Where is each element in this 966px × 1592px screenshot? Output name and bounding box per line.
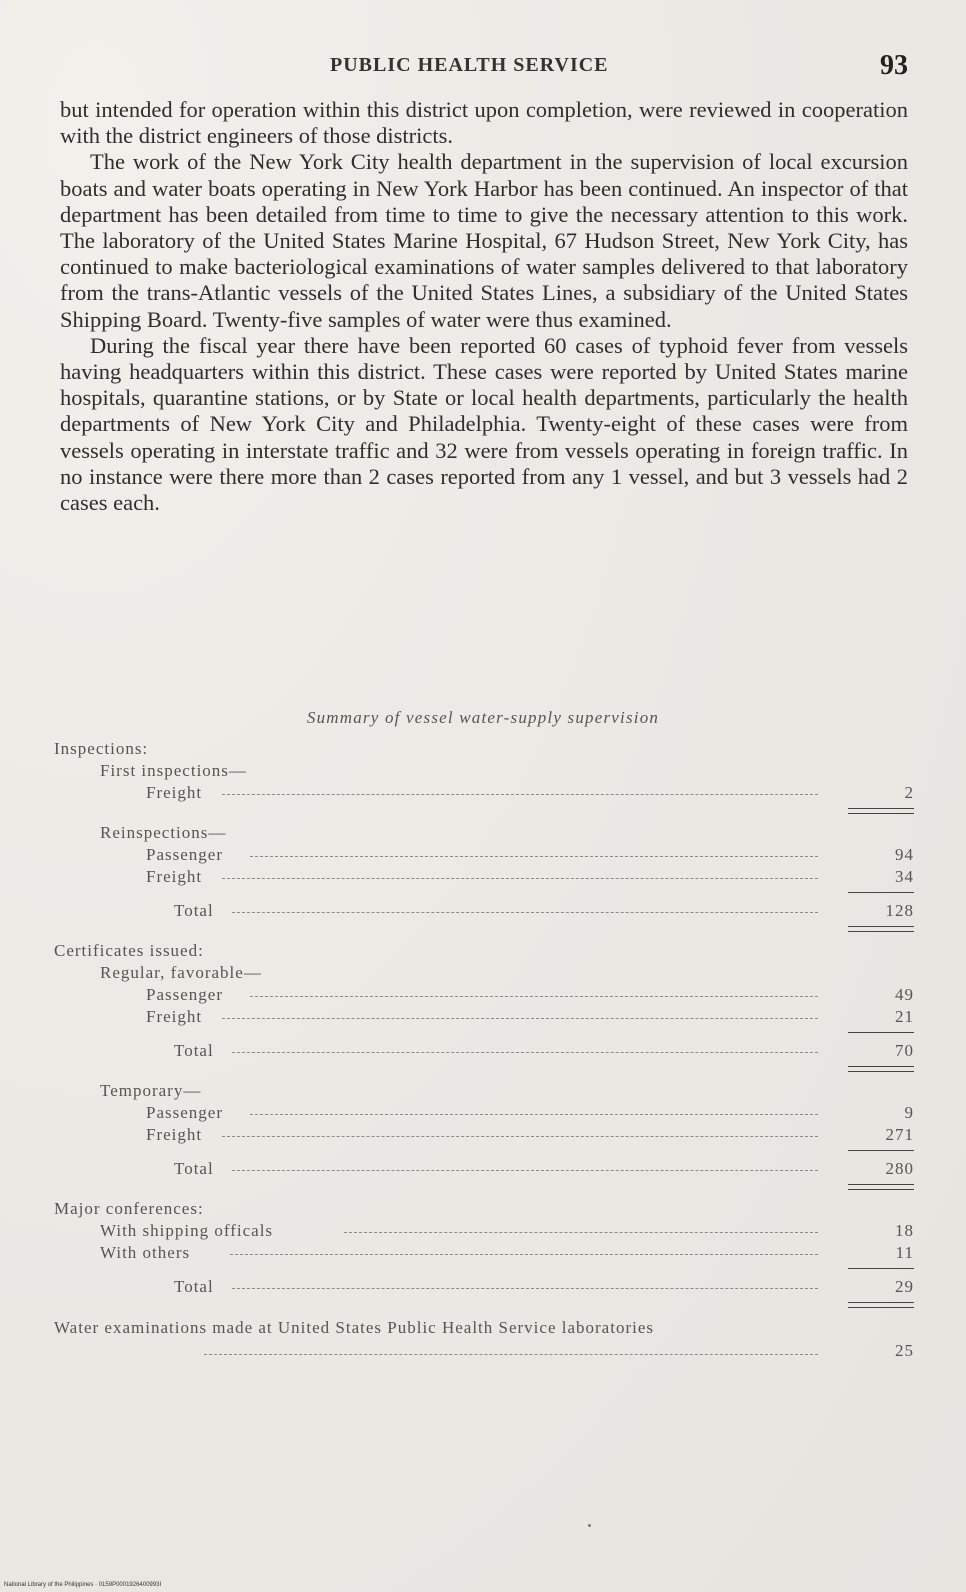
inspections-heading: Inspections: [54, 739, 149, 758]
row-label: Freight [146, 783, 203, 802]
leader-dots [222, 794, 818, 795]
temporary-heading: Temporary— [100, 1081, 202, 1100]
body-text [60, 97, 908, 516]
row-value: 271 [885, 1125, 914, 1144]
leader-dots [250, 996, 818, 997]
row-label: Water examinations made at United States Public Health Service laboratories [54, 1318, 654, 1337]
row-label: With shipping officals [100, 1221, 274, 1240]
total-label: Total [174, 901, 214, 920]
regular-heading: Regular, favorable— [100, 963, 262, 982]
table-row [54, 1242, 914, 1264]
leader-dots [222, 1018, 818, 1019]
leader-dots [232, 1170, 818, 1171]
row-label: Passenger [146, 985, 223, 1004]
temporary-heading-row [54, 1080, 914, 1102]
row-value: 2 [904, 783, 914, 802]
table-caption: Summary of vessel water-supply supervision [306, 708, 660, 727]
row-value: 18 [895, 1221, 914, 1240]
leader-dots [222, 1136, 818, 1137]
first-inspections-row [54, 760, 914, 782]
table-row [54, 1220, 914, 1242]
leader-dots [250, 1114, 818, 1115]
total-value: 29 [895, 1277, 914, 1296]
leader-dots [232, 912, 818, 913]
total-value: 128 [885, 901, 914, 920]
total-label: Total [174, 1277, 214, 1296]
running-head-title: PUBLIC HEALTH SERVICE [330, 54, 609, 76]
total-label: Total [174, 1159, 214, 1178]
single-rule [54, 1264, 914, 1276]
double-rule [54, 804, 914, 822]
paragraph-1: but intended for operation within this district upon completion, were reviewed in cooperation with the district engineers of those districts. [60, 97, 908, 149]
total-label: Total [174, 1041, 214, 1060]
certificates-heading-row [54, 940, 914, 962]
single-rule [54, 1146, 914, 1158]
leader-dots [204, 1354, 818, 1355]
double-rule [54, 1062, 914, 1080]
double-rule [54, 922, 914, 940]
reinspections-row [54, 822, 914, 844]
paragraph-2: The work of the New York City health department in the supervision of local excursion boats and water boats operating in New York Harbor has been continued. An inspector of that department has been detailed from time to time to give the necessary attention to this work. The laboratory of the United States Marine Hospital, 67 Hudson Street, New York City, has continued to make bacteriological examinations of water samples delivered to that laboratory from the trans-Atlantic vessels of the United States Lines, a subsidiary of the United States Shipping Board. Twenty-five samples of water were thus examined. [60, 149, 908, 332]
digitization-note: National Library of the Philippines · 0159P0001926400993I [4, 1582, 162, 1588]
row-value: 11 [895, 1243, 914, 1262]
inspections-heading-row [54, 738, 914, 760]
running-head [0, 50, 966, 84]
leader-dots [230, 1254, 818, 1255]
total-value: 280 [885, 1159, 914, 1178]
conferences-heading: Major conferences: [54, 1199, 204, 1218]
single-rule [54, 888, 914, 900]
table-row-total [54, 1276, 914, 1298]
table-row-total [54, 1158, 914, 1180]
row-value: 9 [904, 1103, 914, 1122]
row-label: Passenger [146, 845, 223, 864]
row-value: 94 [895, 845, 914, 864]
row-label: With others [100, 1243, 191, 1262]
row-label: Passenger [146, 1103, 223, 1122]
row-value: 49 [895, 985, 914, 1004]
certificates-heading: Certificates issued: [54, 941, 204, 960]
reinspections-heading: Reinspections— [100, 823, 227, 842]
row-value: 25 [895, 1341, 914, 1360]
table-row [54, 782, 914, 804]
table-row-total [54, 900, 914, 922]
row-value: 34 [895, 867, 914, 886]
table-row [54, 844, 914, 866]
table-row [54, 866, 914, 888]
row-label: Freight [146, 867, 203, 886]
table-row [54, 984, 914, 1006]
regular-heading-row [54, 962, 914, 984]
summary-table [54, 738, 914, 1364]
leader-dots [232, 1052, 818, 1053]
total-value: 70 [895, 1041, 914, 1060]
table-row [54, 1316, 914, 1364]
first-inspections-heading: First inspections— [100, 761, 247, 780]
table-row [54, 1006, 914, 1028]
row-value: 21 [895, 1007, 914, 1026]
leader-dots [344, 1232, 818, 1233]
double-rule [54, 1180, 914, 1198]
leader-dots [222, 878, 818, 879]
table-row [54, 1124, 914, 1146]
paragraph-3: During the fiscal year there have been reported 60 cases of typhoid fever from vessels having headquarters within this district. These cases were reported by United States marine hospitals, quarantine stations, or by State or local health departments, particularly the health departments of New York City and Philadelphia. Twenty-eight of these cases were from vessels operating in interstate traffic and 32 were from vessels operating in foreign traffic. In no instance were there more than 2 cases reported from any 1 vessel, and but 3 vessels had 2 cases each. [60, 332, 908, 516]
double-rule [54, 1298, 914, 1316]
table-row-total [54, 1040, 914, 1062]
single-rule [54, 1028, 914, 1040]
conferences-heading-row [54, 1198, 914, 1220]
page-speck [588, 1524, 591, 1527]
row-label: Freight [146, 1125, 203, 1144]
table-row [54, 1102, 914, 1124]
page-number: 93 [880, 50, 908, 81]
leader-dots [250, 856, 818, 857]
leader-dots [232, 1288, 818, 1289]
row-label: Freight [146, 1007, 203, 1026]
